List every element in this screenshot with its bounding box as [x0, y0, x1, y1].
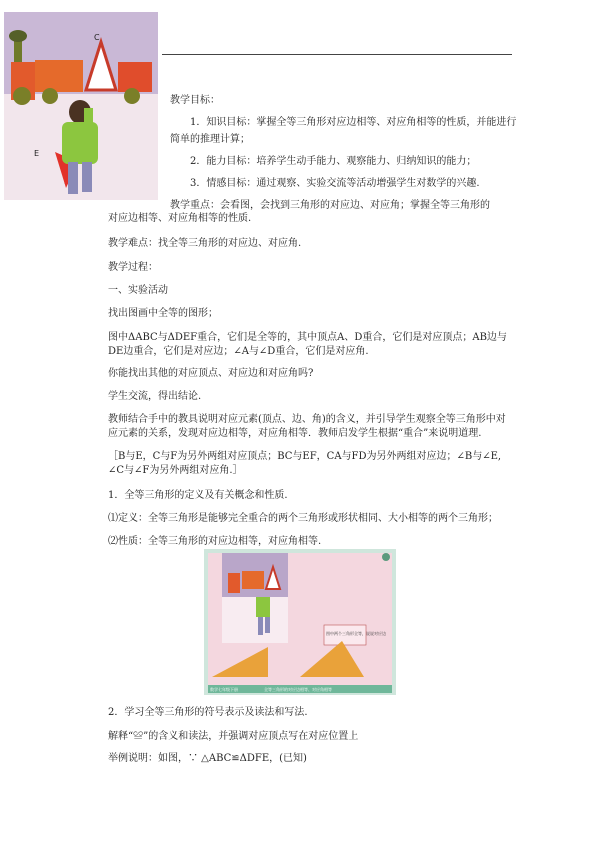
footer-caption: 全等三角形的对应边相等、对应角相等: [264, 687, 332, 692]
student-exchange: 学生交流，得出结论.: [108, 391, 202, 402]
goal-2: 2．能力目标：培养学生动手能力、观察能力、归纳知识的能力；: [190, 156, 477, 167]
definition: ⑴定义：全等三角形是能够完全重合的两个三角形或形状相同、大小相等的两个三角形；: [108, 513, 498, 524]
example: 举例说明：如图，∵ △ABC≌ΔDFE，(已知): [108, 753, 307, 764]
goal-3: 3．情感目标：通过观察、实验交流等活动增强学生对数学的兴趣.: [190, 178, 480, 189]
rear-car: [118, 62, 152, 92]
footer-book: 数学七年级下册: [210, 687, 238, 692]
label-c: C: [94, 33, 100, 42]
bracket-note-cont: ∠C与∠F为另外两组对应角.］: [108, 465, 243, 476]
scene-child-leg: [258, 617, 263, 635]
item-1: 1．全等三角形的定义及有关概念和性质.: [108, 490, 288, 501]
scene-child-leg: [265, 617, 270, 633]
goals-title: 教学目标：: [170, 95, 220, 106]
difficulty: 教学难点：找全等三角形的对应边、对应角.: [108, 238, 302, 249]
scene-engine: [228, 573, 240, 593]
key-points-cont: 对应边相等、对应角相等的性质.: [108, 213, 252, 224]
train-car: [35, 60, 83, 92]
teacher-note: 教师结合手中的教具说明对应元素(顶点、边、角)的含义，并引导学生观察全等三角形中对: [108, 414, 506, 425]
engine-chimney-top: [9, 30, 27, 42]
label-e: E: [34, 149, 40, 158]
find-figures: 找出图画中全等的图形；: [108, 308, 218, 319]
scene-child: [256, 597, 270, 617]
wheel: [13, 87, 31, 105]
goal-1: 1．知识目标：掌握全等三角形对应边相等、对应角相等的性质，并能进行: [190, 117, 517, 128]
header-rule: [162, 54, 512, 55]
figure-explanation-cont: DE边重合，它们是对应边；∠A与∠D重合，它们是对应角.: [108, 346, 369, 357]
symbol-explanation: 解释“≌”的含义和读法，并强调对应顶点写在对应位置上: [108, 731, 359, 742]
property: ⑵性质：全等三角形的对应边相等，对应角相等.: [108, 536, 322, 547]
wheel: [42, 88, 58, 104]
train-scene-illustration: [0, 12, 160, 200]
goal-1-cont: 简单的推理计算；: [170, 134, 250, 145]
child-leg: [68, 162, 78, 194]
child-arm: [84, 108, 93, 134]
teacher-note-cont: 应元素的关系，发现对应边相等，对应角相等．教师启发学生根据“重合”来说明道理.: [108, 428, 482, 439]
section-heading: 一、实验活动: [108, 285, 168, 296]
figure-explanation: 图中ΔABC与ΔDEF重合，它们是全等的，其中顶点A、D重合，它们是对应顶点；AB边与: [108, 332, 507, 343]
question: 你能找出其他的对应顶点、对应边和对应角吗?: [108, 368, 314, 379]
courseware-screenshot: [204, 549, 396, 695]
scene-car: [242, 571, 264, 589]
child-leg: [82, 162, 92, 192]
process-heading: 教学过程：: [108, 262, 158, 273]
bracket-note: ［B与E，C与F为另外两组对应顶点；BC与EF，CA与FD为另外两组对应边；∠B与∠E,: [108, 451, 502, 462]
wheel: [124, 88, 140, 104]
callout-text: 图中两个三角形全等，说说对应边: [326, 631, 386, 636]
item-2: 2．学习全等三角形的符号表示及读法和写法.: [108, 707, 308, 718]
nav-icon[interactable]: [382, 553, 390, 561]
scene-ground: [222, 597, 288, 643]
key-points: 教学重点：会看图，会找到三角形的对应边、对应角；掌握全等三角形的: [170, 200, 490, 211]
